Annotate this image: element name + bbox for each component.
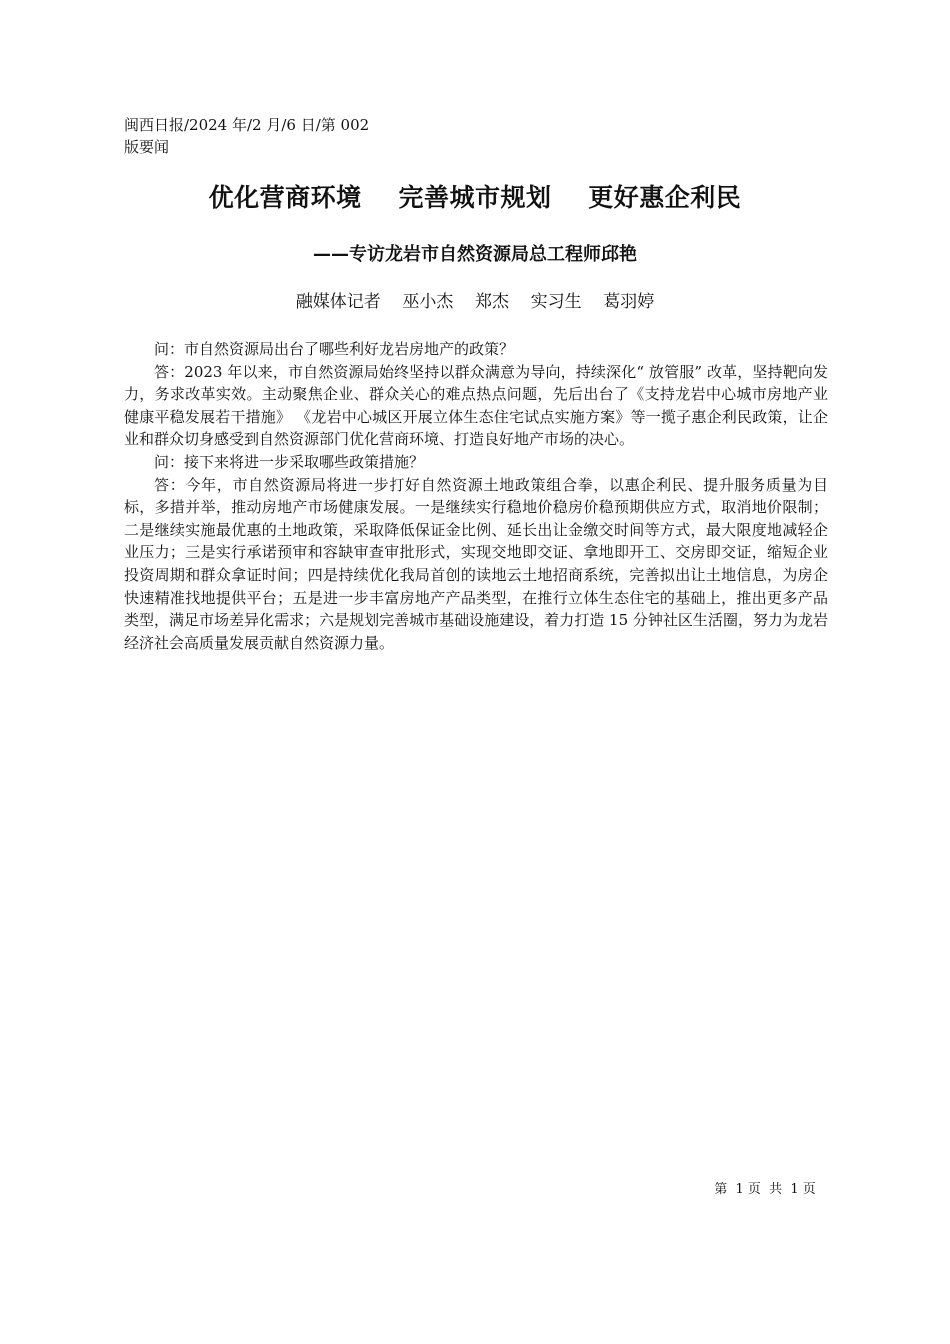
article-title: 优化营商环境 完善城市规划 更好惠企利民: [208, 183, 742, 212]
question-paragraph: 问：接下来将进一步采取哪些政策措施？: [154, 452, 425, 471]
source-info: [124, 114, 424, 158]
source-line-publication: 闽西日报/2024 年/2 月/6 日/第 002: [124, 116, 370, 134]
article-subtitle: ——专访龙岩市自然资源局总工程师邱艳: [313, 244, 637, 265]
page-number: 第 1 页 共 1 页: [714, 1182, 816, 1197]
article-byline: 融媒体记者 巫小杰 郑杰 实习生 葛羽婷: [295, 292, 655, 312]
answer-paragraph: 答：今年，市自然资源局将进一步打好自然资源土地政策组合拳，以惠企利民、提升服务质量为目标，多措并举，推动房地产市场健康发展。一是继续实行稳地价稳房价稳预期供应方式，取消地价限制；二是继续实施最优惠的土地政策，采取降低保证金比例、延长出让金缴交时间等方式，最大限度地减轻企业压力；三是实行承诺预审和容缺审查审批形式，实现交地即交证、拿地即开工、交房即交证，缩短企业投资周期和群众拿证时间；四是持续优化我局首创的读地云土地招商系统，完善拟出让土地信息，为房企快速精准找地提供平台；五是进一步丰富房地产产品类型，在推行立体生态住宅的基础上，推出更多产品类型，满足市场差异化需求；六是规划完善城市基础设施建设，着力打造 15 分钟社区生活圈，努力为龙岩经济社会高质量发展贡献自然资源力量。: [124, 475, 828, 652]
article-body: [124, 338, 828, 654]
question-paragraph: 问：市自然资源局出台了哪些利好龙岩房地产的政策？: [154, 340, 515, 358]
source-line-section: 版要闻: [124, 138, 170, 156]
answer-paragraph: 答：2023 年以来，市自然资源局始终坚持以群众满意为导向，持续深化“ 放管服” 改革，坚持靶向发力，务求改革实效。主动聚焦企业、群众关心的难点热点问题，先后出台了《支持龙岩中心城市房地产业健康平稳发展若干措施》 《龙岩中心城区开展立体生态住宅试点实施方案》等一揽子惠企利民政策，让企业和群众切身感受到自然资源部门优化营商环境、打造良好地产市场的决心。: [124, 362, 828, 449]
